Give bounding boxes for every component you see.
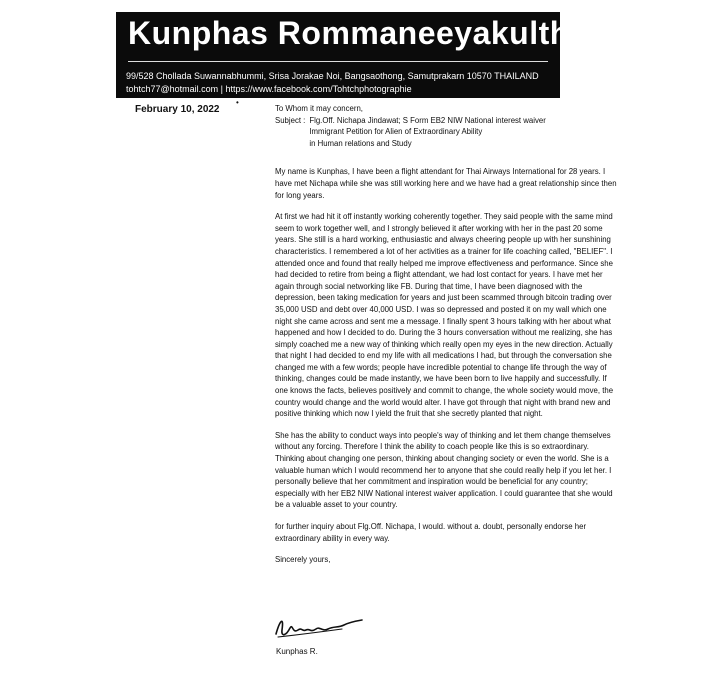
- letterhead-name: Kunphas Rommaneeyakulthanes: [128, 15, 645, 51]
- letter-date: February 10, 2022: [135, 104, 220, 115]
- letterhead-contact: tohtch77@hotmail.com | https://www.facebook.com/Tohtchphotographie: [126, 84, 412, 94]
- subject-block: [275, 115, 620, 150]
- paragraph-endorsement: for further inquiry about Flg.Off. Nichapa, I would. without a. doubt, personally endorse her extraordinary ability in every way.: [275, 522, 587, 543]
- letter-body: [275, 103, 620, 576]
- letterhead-divider: [128, 61, 548, 62]
- subject-text: [309, 115, 545, 150]
- subject-label: Subject :: [275, 115, 306, 125]
- closing: Sincerely yours,: [275, 555, 331, 565]
- letterhead-address: 99/528 Chollada Suwannabhummi, Srisa Jorakae Noi, Bangsaothong, Samutprakarn 10570 THAILAND: [126, 71, 539, 81]
- paragraph-intro: My name is Kunphas, I have been a flight attendant for Thai Airways International for 28 years. I have met Nichapa while she was still working here and we have had a great relationship since then for long years.: [275, 167, 617, 200]
- signer-name: Kunphas R.: [276, 647, 318, 656]
- subject-line: Immigrant Petition for Alien of Extraordinary Ability: [309, 127, 483, 137]
- letterhead: [116, 12, 645, 98]
- stray-mark: •: [236, 98, 239, 107]
- paragraph-story: At first we had hit it off instantly working coherently together. They said people with the same mind seem to work together well, and I strongly believed it after working with her in the past 20 some years. She still is a hard working, enthusiastic and always cheering people up with her sunshining characteristics. I remembered a lot of her activities as a trainer for life coaching called, "BELIEF". I attended once and found that really helped me improve effectiveness and performance. Since she had decided to retire from being a flight attendant, we had lost contact for years. I have met her again through social networking like FB. During that time, I have been diagnosed with the depression, been taking medication for years and just been scammed through bitcoin trading over 35,000 USD and debt over 40,000 USD. I was so depressed and posted it on my wall which one night she came across and sent me a message. I finally spent 3 hours talking with her about what happened and how I decided to do. During the 3 hours conversation without me realizing, she has simply coached me a new way of thinking which really open my eyes in the new direction. Actually that night I had decided to end my life with all medications I had, but through the conversation she changed me with a few words; people have incredible potential to change life through the way of thinking, changes could be made instantly, we have been born to live happily and successfully. If one knows the facts, believes positively and commit to change, the whole society would move, the country would change and the world would alter. I have got through that night with brand new and positive thinking which now I yield the fruit that she secretly planted that night.: [275, 212, 614, 419]
- subject-line: in Human relations and Study: [309, 138, 412, 148]
- handwritten-signature: [272, 610, 364, 642]
- salutation: To Whom it may concern,: [275, 104, 363, 113]
- paragraph-ability: She has the ability to conduct ways into people's way of thinking and let them change themselves without any forcing. Therefore I think the ability to coach people like this is so extraordinary. Thinking about changing one person, thinking about changing society or even the world. She is a valuable human which I would recommend her to anyone that she could really help if you let her. I personally believe that her commitment and inspiration would be beneficial for any country; especially with her EB2 NIW National interest waiver application. I could guarantee that she would be a valuable asset to your country.: [275, 430, 613, 510]
- subject-line: Flg.Off. Nichapa Jindawat; S Form EB2 NIW National interest waiver: [309, 115, 546, 125]
